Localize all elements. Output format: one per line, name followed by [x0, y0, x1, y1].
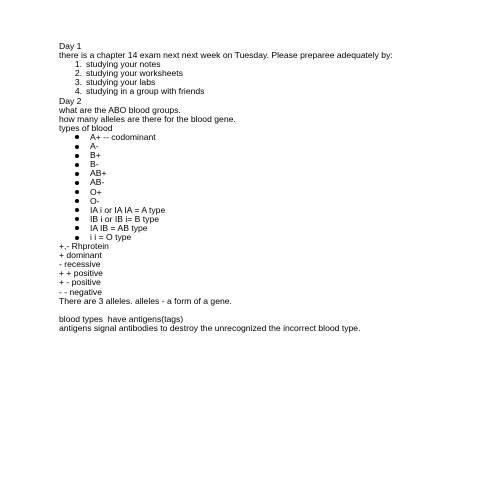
bullet-icon [75, 181, 79, 185]
list-item: A+ -- codominant [59, 133, 479, 142]
note-line: + + positive [59, 268, 103, 279]
list-item: B+ [59, 151, 479, 160]
list-item: O- [59, 197, 479, 206]
note-line: - - negative [59, 286, 102, 297]
final-line: blood types have antigens(tags) [59, 313, 184, 324]
day1-intro: there is a chapter 14 exam next next week on Tuesday. Please preparee adequately by: [59, 50, 393, 61]
list-item: B- [59, 160, 479, 169]
final-line: antigens signal antibodies to destroy the unrecognized the incorrect blood type. [59, 322, 361, 333]
list-item: O+ [59, 188, 479, 197]
list-item: AB+ [59, 169, 479, 178]
bullet-icon [75, 236, 79, 240]
bullet-icon [75, 172, 79, 176]
list-item: 4. studying in a group with friends [74, 86, 205, 97]
bullet-icon [75, 190, 79, 194]
list-item: IA i or IA IA = A type [59, 206, 479, 215]
list-item: 2. studying your worksheets [74, 68, 183, 79]
question-alleles: how many alleles are there for the blood gene. [59, 113, 236, 124]
list-item: 3. studying your labs [74, 77, 156, 88]
bullet-icon [75, 208, 79, 212]
list-item: AB- [59, 178, 479, 187]
note-line: There are 3 alleles. alleles - a form of a gene. [59, 295, 232, 306]
bullet-icon [75, 217, 79, 221]
day1-numbered-list [59, 60, 479, 96]
list-item: A- [59, 142, 479, 151]
question-abo-groups: what are the ABO blood groups. [59, 104, 181, 115]
list-item: IB i or IB i= B type [59, 215, 479, 224]
note-line: +,- Rhprotein [59, 241, 109, 252]
day2-heading: Day 2 [59, 95, 82, 106]
note-line: - recessive [59, 259, 101, 270]
note-line: + dominant [59, 250, 102, 261]
day1-heading: Day 1 [59, 41, 82, 51]
bullet-icon [75, 163, 79, 167]
document-body [59, 42, 479, 333]
note-line: + - positive [59, 277, 101, 288]
bullet-icon [75, 226, 79, 230]
blood-types-list [59, 133, 479, 242]
bullet-icon [75, 199, 79, 203]
bullet-icon [75, 135, 79, 139]
list-item: 1. studying your notes [74, 59, 161, 70]
bullet-icon [75, 145, 79, 149]
types-heading: types of blood [59, 122, 113, 133]
list-item: IA IB = AB type [59, 224, 479, 233]
bullet-icon [75, 154, 79, 158]
list-item: i i = O type [59, 233, 479, 242]
